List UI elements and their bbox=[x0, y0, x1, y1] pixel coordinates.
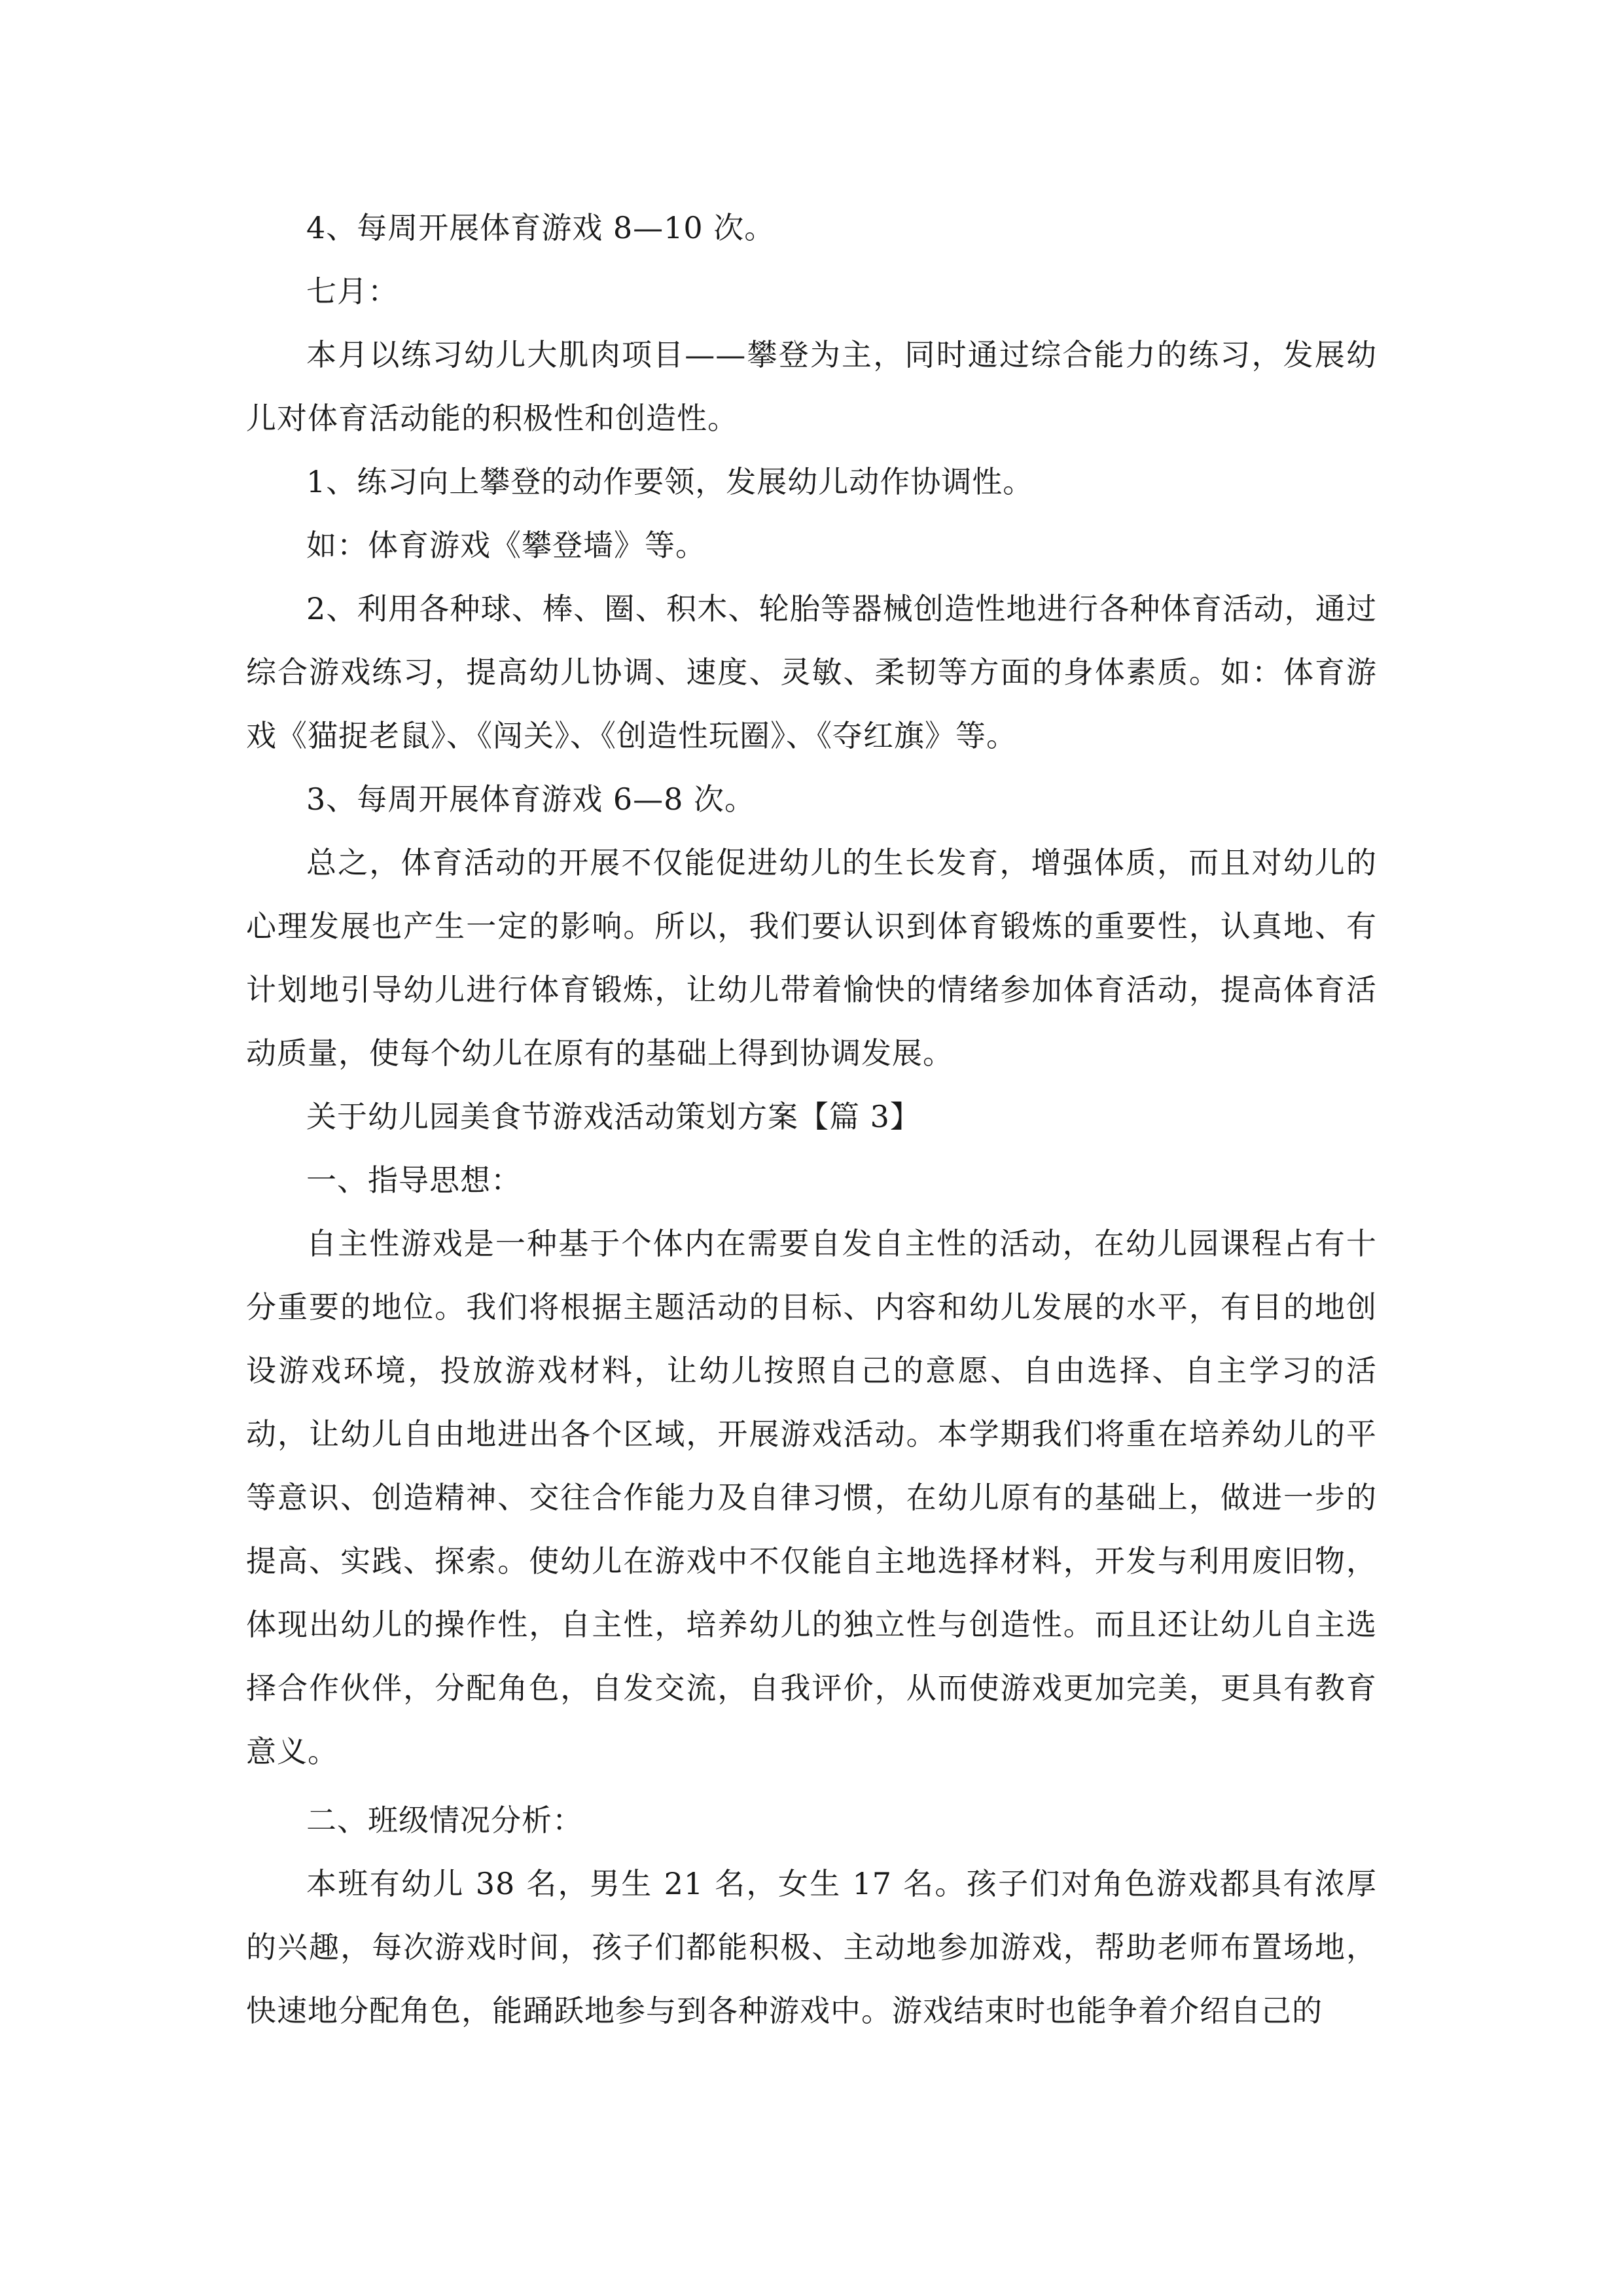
paragraph-climbing-example: 如：体育游戏《攀登墙》等。 bbox=[306, 528, 706, 563]
document-body bbox=[246, 196, 1377, 2043]
paragraph-summary: 总之，体育活动的开展不仅能促进幼儿的生长发育，增强体质，而且对幼儿的心理发展也产生一定的影响。所以，我们要认识到体育锻炼的重要性，认真地、有计划地引导幼儿进行体育锻炼，让幼儿带着愉快的情绪参加体育活动，提高体育活动质量，使每个幼儿在原有的基础上得到协调发展。 bbox=[246, 845, 1377, 1071]
paragraph-weekly-games-8-10: 4、每周开展体育游戏 8—10 次。 bbox=[306, 210, 776, 245]
paragraph-guiding-ideology: 自主性游戏是一种基于个体内在需要自发自主性的活动，在幼儿园课程占有十分重要的地位。我们将根据主题活动的目标、内容和幼儿发展的水平，有目的地创设游戏环境，投放游戏材料，让幼儿按照自己的意愿、自由选择、自主学习的活动，让幼儿自由地进出各个区域，开展游戏活动。本学期我们将重在培养幼儿的平等意识、创造精神、交往合作能力及自律习惯，在幼儿原有的基础上，做进一步的提高、实践、探索。使幼儿在游戏中不仅能自主地选择材料，开发与利用废旧物，体现出幼儿的操作性，自主性，培养幼儿的独立性与创造性。而且还让幼儿自主选择合作伙伴，分配角色，自发交流，自我评价，从而使游戏更加完美，更具有教育意义。 bbox=[246, 1226, 1377, 1769]
heading-guiding-ideology: 一、指导思想： bbox=[306, 1162, 522, 1198]
paragraph-climbing-practice: 1、练习向上攀登的动作要领，发展幼儿动作协调性。 bbox=[306, 464, 1034, 499]
paragraph-weekly-games-6-8: 3、每周开展体育游戏 6—8 次。 bbox=[306, 781, 756, 817]
paragraph-equipment-activities: 2、利用各种球、棒、圈、积木、轮胎等器械创造性地进行各种体育活动，通过综合游戏练习，提高幼儿协调、速度、灵敏、柔韧等方面的身体素质。如：体育游戏《猫捉老鼠》、《闯关》、《创造性玩圈》、《夺红旗》等。 bbox=[246, 591, 1377, 753]
heading-class-analysis: 二、班级情况分析： bbox=[306, 1803, 583, 1838]
paragraph-class-analysis: 本班有幼儿 38 名，男生 21 名，女生 17 名。孩子们对角色游戏都具有浓厚的兴趣，每次游戏时间，孩子们都能积极、主动地参加游戏，帮助老师布置场地，快速地分配角色，能踊跃地参与到各种游戏中。游戏结束时也能争着介绍自己的 bbox=[246, 1866, 1377, 2028]
paragraph-july-heading: 七月： bbox=[306, 274, 399, 309]
paragraph-july-intro: 本月以练习幼儿大肌肉项目——攀登为主，同时通过综合能力的练习，发展幼儿对体育活动能的积极性和创造性。 bbox=[246, 337, 1377, 436]
section-title-part-3: 关于幼儿园美食节游戏活动策划方案【篇 3】 bbox=[306, 1099, 921, 1134]
